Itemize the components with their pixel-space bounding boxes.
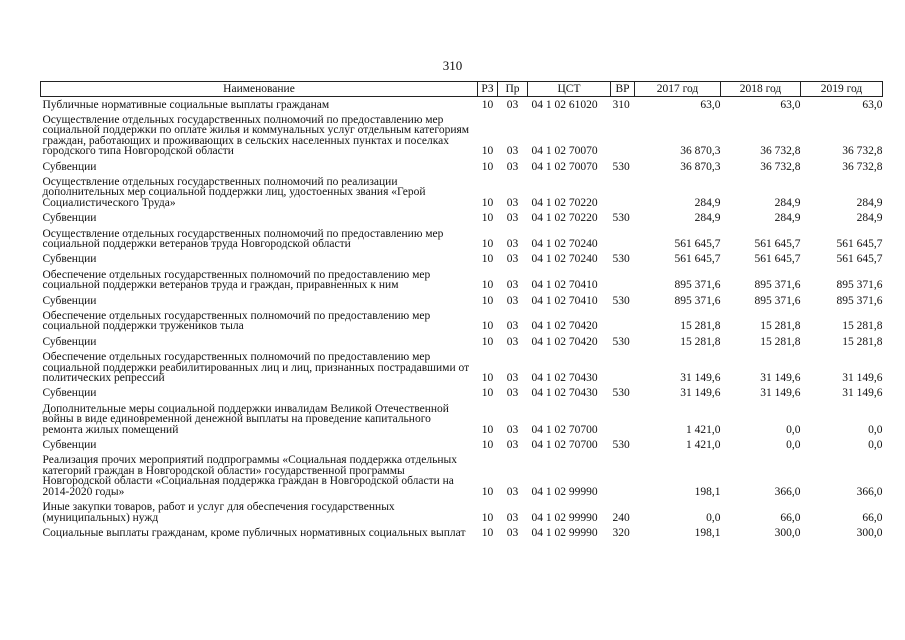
row-2018: 895 371,6 [754,279,801,292]
table-row [41,112,883,159]
row-2017: 0,0 [706,511,721,524]
row-rz: 10 [481,439,494,452]
table-row [41,267,883,293]
table-row [41,500,883,526]
row-cst: 04 1 02 70410 [531,294,598,307]
table-row [41,252,883,267]
row-rz: 10 [481,372,494,385]
row-name: Иные закупки товаров, работ и услуг для обеспечения государственных (муниципальных) нужд [42,501,395,524]
table-row [41,174,883,210]
row-2017: 895 371,6 [674,294,721,307]
row-name: Осуществление отдельных государственных полномочий по предоставлению мер социальной поддержки по оплате жилья и коммунальных услуг отдельным категориям граждан, работающих и проживающих в сельских населенных пунктах и поселках городского типа Новгородской области [42,113,470,158]
row-vr: 530 [612,439,630,452]
row-pr: 03 [506,145,519,158]
table-row [41,350,883,386]
row-pr: 03 [506,372,519,385]
table-row [41,334,883,349]
row-cst: 04 1 02 70430 [531,372,598,385]
row-2018: 561 645,7 [754,237,801,250]
row-2019: 15 281,8 [842,320,883,333]
row-2017: 31 149,6 [680,372,721,385]
table-row [41,226,883,252]
row-2018: 895 371,6 [754,294,801,307]
row-rz: 10 [481,160,494,173]
row-2018: 0,0 [786,439,801,452]
row-vr: 320 [612,526,630,539]
row-vr [611,226,635,252]
row-vr [611,267,635,293]
header-2018: 2018 год [721,82,801,97]
row-2018: 15 281,8 [760,320,801,333]
row-pr: 03 [506,98,519,111]
row-pr: 03 [506,320,519,333]
row-2018: 0,0 [786,423,801,436]
table-row [41,525,883,540]
row-vr [611,112,635,159]
row-2019: 561 645,7 [836,253,883,266]
row-cst: 04 1 02 70240 [531,237,598,250]
row-pr: 03 [506,526,519,539]
row-vr: 530 [612,335,630,348]
row-cst: 04 1 02 70220 [531,212,598,225]
row-name: Субвенции [42,387,97,400]
row-vr: 530 [612,387,630,400]
budget-table [40,81,883,541]
row-2019: 284,9 [856,212,883,225]
row-name: Субвенции [42,439,97,452]
row-pr: 03 [506,237,519,250]
row-pr: 03 [506,253,519,266]
header-name: Наименование [41,82,478,97]
row-name: Осуществление отдельных государственных полномочий по предоставлению мер социальной поддержки ветеранов труда Новгородской области [42,227,444,250]
row-name: Субвенции [42,160,97,173]
table-row [41,211,883,226]
row-2017: 198,1 [694,526,721,539]
row-2019: 895 371,6 [836,279,883,292]
row-2018: 66,0 [780,511,801,524]
row-pr: 03 [506,439,519,452]
row-cst: 04 1 02 99990 [531,511,598,524]
row-vr [611,453,635,500]
row-2018: 31 149,6 [760,387,801,400]
row-2019: 284,9 [856,196,883,209]
row-2017: 561 645,7 [674,253,721,266]
row-rz: 10 [481,196,494,209]
row-vr [611,401,635,437]
row-name: Обеспечение отдельных государственных полномочий по предоставлению мер социальной поддержки реабилитированных лиц и лиц, признанных пострадавшими от политических репрессий [42,351,470,385]
row-cst: 04 1 02 61020 [531,98,598,111]
row-pr: 03 [506,160,519,173]
row-pr: 03 [506,279,519,292]
row-rz: 10 [481,423,494,436]
row-vr: 530 [612,253,630,266]
row-2017: 561 645,7 [674,237,721,250]
row-2018: 284,9 [774,212,801,225]
row-cst: 04 1 02 70420 [531,320,598,333]
row-2017: 284,9 [694,212,721,225]
row-vr [611,309,635,335]
header-cst: ЦСТ [528,82,611,97]
row-2017: 284,9 [694,196,721,209]
row-vr [611,174,635,210]
row-2019: 895 371,6 [836,294,883,307]
row-pr: 03 [506,335,519,348]
row-rz: 10 [481,485,494,498]
table-row [41,97,883,113]
row-2017: 31 149,6 [680,387,721,400]
row-2018: 31 149,6 [760,372,801,385]
row-2018: 561 645,7 [754,253,801,266]
table-row [41,438,883,453]
row-2019: 15 281,8 [842,335,883,348]
row-name: Обеспечение отдельных государственных полномочий по предоставлению мер социальной поддержки ветеранов труда и граждан, приравненных к ним [42,268,431,292]
row-2017: 198,1 [694,485,721,498]
row-2019: 300,0 [856,526,883,539]
row-pr: 03 [506,196,519,209]
row-rz: 10 [481,279,494,292]
row-2019: 561 645,7 [836,237,883,250]
row-cst: 04 1 02 70700 [531,439,598,452]
table-row [41,159,883,174]
row-vr: 530 [612,160,630,173]
row-2017: 1 421,0 [686,439,721,452]
table-row [41,401,883,437]
row-2019: 36 732,8 [842,160,883,173]
row-rz: 10 [481,253,494,266]
row-vr [611,350,635,386]
row-2018: 63,0 [780,98,801,111]
row-cst: 04 1 02 70410 [531,279,598,292]
row-cst: 04 1 02 70070 [531,160,598,173]
row-vr: 310 [612,98,630,111]
row-2017: 63,0 [700,98,721,111]
row-name: Дополнительные меры социальной поддержки инвалидам Великой Отечественной войны в виде единовременной денежной выплаты на проведение капитального ремонта жилых помещений [42,402,449,436]
row-cst: 04 1 02 70070 [531,145,598,158]
table-row [41,453,883,500]
header-2019: 2019 год [801,82,883,97]
row-name: Субвенции [42,212,97,225]
row-2017: 36 870,3 [680,160,721,173]
header-2017: 2017 год [635,82,721,97]
row-rz: 10 [481,145,494,158]
row-cst: 04 1 02 70420 [531,335,598,348]
row-vr: 530 [612,212,630,225]
row-2017: 36 870,3 [680,145,721,158]
row-name: Субвенции [42,335,97,348]
row-pr: 03 [506,387,519,400]
row-rz: 10 [481,387,494,400]
header-pr: Пр [498,82,528,97]
row-2017: 15 281,8 [680,335,721,348]
row-cst: 04 1 02 70700 [531,423,598,436]
row-rz: 10 [481,320,494,333]
row-cst: 04 1 02 70240 [531,253,598,266]
row-2019: 366,0 [856,485,883,498]
row-2018: 300,0 [774,526,801,539]
table-row [41,386,883,401]
row-2019: 0,0 [868,439,883,452]
row-rz: 10 [481,335,494,348]
row-rz: 10 [481,98,494,111]
row-vr: 240 [612,511,630,524]
table-row [41,309,883,335]
row-rz: 10 [481,237,494,250]
row-2019: 66,0 [862,511,883,524]
row-2018: 366,0 [774,485,801,498]
row-name: Субвенции [42,253,97,266]
row-name: Осуществление отдельных государственных полномочий по реализации дополнительных мер социальной поддержки лиц, удостоенных звания «Герой Социалистического Труда» [42,175,426,209]
row-pr: 03 [506,485,519,498]
header-rz: РЗ [478,82,498,97]
row-pr: 03 [506,294,519,307]
row-2018: 36 732,8 [760,145,801,158]
row-2018: 284,9 [774,196,801,209]
header-row [41,82,883,97]
page-number: 310 [442,58,463,73]
row-rz: 10 [481,212,494,225]
row-name: Реализация прочих мероприятий подпрограммы «Социальная поддержка отдельных категорий граждан в Новгородской области» государственной программы Новгородской области «Социальная поддержка граждан в Новгородской области на 2014-2020 годы» [42,454,457,498]
row-vr: 530 [612,294,630,307]
table-row [41,293,883,308]
row-name: Публичные нормативные социальные выплаты гражданам [42,98,330,111]
row-2019: 36 732,8 [842,145,883,158]
row-cst: 04 1 02 70430 [531,387,598,400]
row-2017: 895 371,6 [674,279,721,292]
row-2018: 36 732,8 [760,160,801,173]
row-cst: 04 1 02 70220 [531,196,598,209]
row-2018: 15 281,8 [760,335,801,348]
row-2017: 1 421,0 [686,423,721,436]
row-2019: 31 149,6 [842,387,883,400]
table-body [41,97,883,541]
header-vr: ВР [611,82,635,97]
row-pr: 03 [506,511,519,524]
row-2019: 0,0 [868,423,883,436]
row-rz: 10 [481,511,494,524]
row-rz: 10 [481,526,494,539]
row-name: Обеспечение отдельных государственных полномочий по предоставлению мер социальной поддержки тружеников тыла [42,310,431,333]
row-name: Социальные выплаты гражданам, кроме публичных нормативных социальных выплат [42,526,466,539]
row-rz: 10 [481,294,494,307]
table-header [41,82,883,97]
row-pr: 03 [506,423,519,436]
row-2019: 31 149,6 [842,372,883,385]
row-cst: 04 1 02 99990 [531,485,598,498]
row-name: Субвенции [42,294,97,307]
row-2017: 15 281,8 [680,320,721,333]
row-pr: 03 [506,212,519,225]
row-2019: 63,0 [862,98,883,111]
row-cst: 04 1 02 99990 [531,526,598,539]
